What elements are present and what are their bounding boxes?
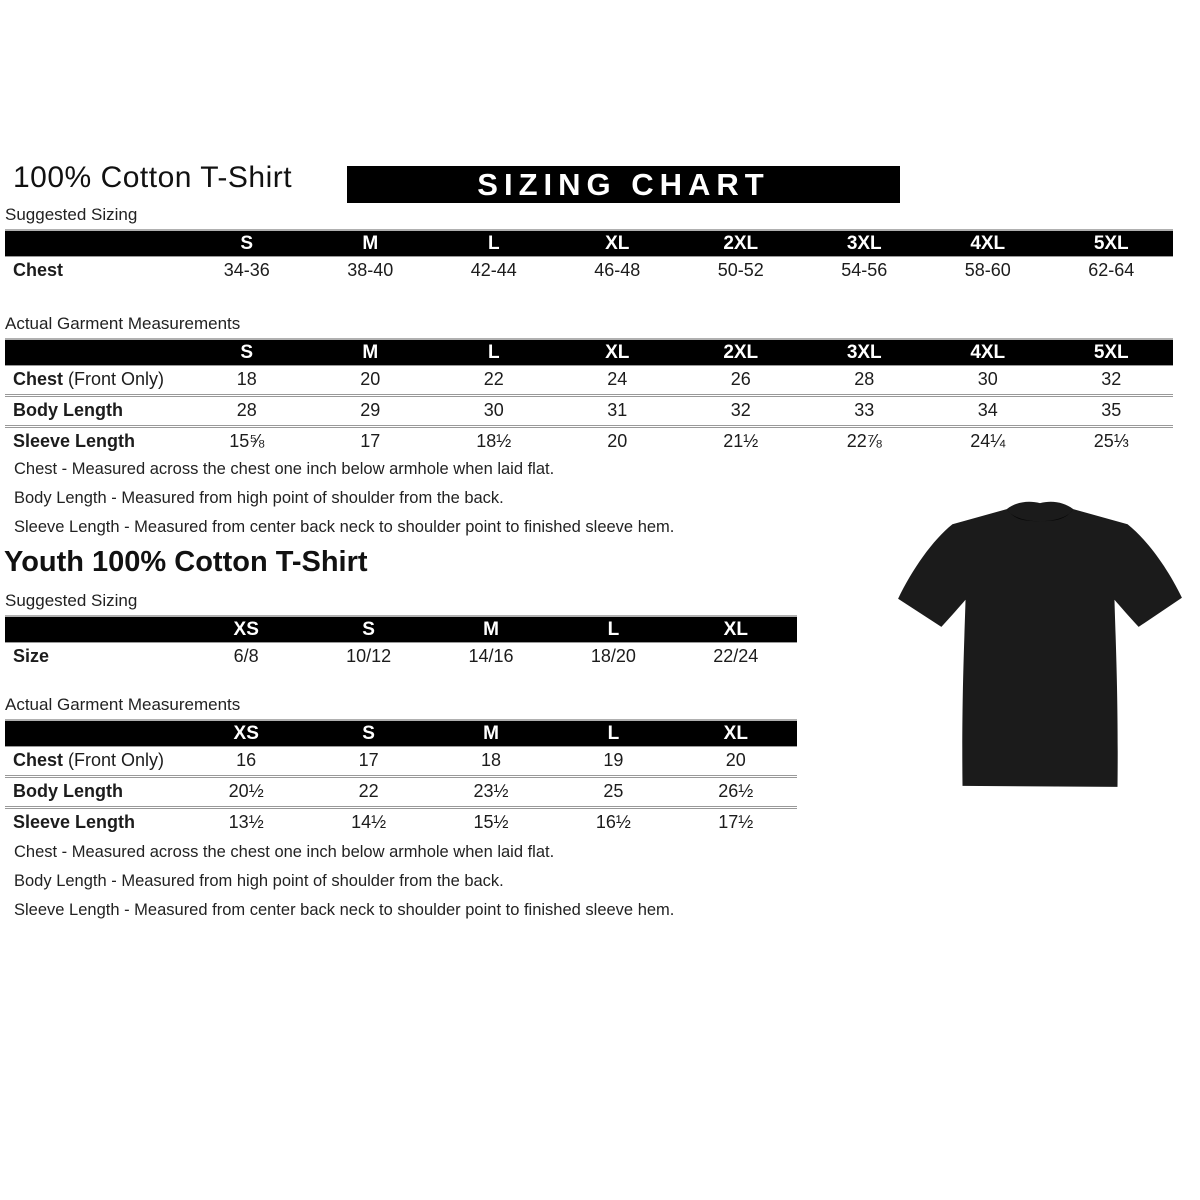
measurement-cell: 17 (358, 750, 379, 770)
youth-actual-label: Actual Garment Measurements (5, 695, 241, 714)
measurement-cell: 20 (725, 750, 746, 770)
size-column-header: S (307, 616, 429, 643)
table-header-row (5, 616, 797, 643)
measurement-cell: 20 (607, 431, 628, 451)
page-title: 100% Cotton T-Shirt (13, 161, 293, 194)
measurement-cell: 13½ (228, 812, 264, 832)
size-column-header: L (552, 720, 674, 747)
youth-actual-section (5, 695, 797, 837)
measurement-cell: 23½ (473, 781, 509, 801)
measurement-cell: 58-60 (964, 260, 1011, 280)
table-corner-cell (5, 339, 185, 366)
size-column-header: M (430, 616, 552, 643)
measurement-cell: 20½ (228, 781, 264, 801)
table-corner-cell (5, 230, 185, 257)
measurement-cell: 22 (358, 781, 379, 801)
measurement-cell: 6/8 (233, 646, 259, 666)
measurement-cell: 15⅝ (229, 431, 265, 451)
measurement-cell: 10/12 (346, 646, 392, 666)
measurement-cell: 24 (607, 369, 628, 389)
measurement-cell: 18/20 (590, 646, 636, 666)
row-label: Sleeve Length (13, 431, 136, 451)
measurement-cell: 26 (730, 369, 751, 389)
measurement-cell: 54-56 (841, 260, 888, 280)
table-corner-cell (5, 720, 185, 747)
measurement-cell: 15½ (473, 812, 509, 832)
measurement-cell: 26½ (718, 781, 754, 801)
measurement-cell: 30 (977, 369, 998, 389)
size-column-header: M (309, 230, 433, 257)
measurement-cell: 21½ (723, 431, 759, 451)
measurement-cell: 46-48 (594, 260, 641, 280)
measurement-cell: 62-64 (1088, 260, 1135, 280)
measurement-cell: 16 (236, 750, 257, 770)
youth-measurement-notes (14, 843, 834, 930)
adult-suggested-section (5, 205, 1173, 285)
measurement-cell: 29 (360, 400, 381, 420)
measurement-cell: 34 (977, 400, 998, 420)
youth-suggested-table (5, 615, 797, 671)
table-header-row (5, 339, 1173, 366)
table-row (5, 777, 797, 808)
note-chest: Chest - Measured across the chest one inch below armhole when laid flat. (14, 843, 555, 861)
youth-suggested-section (5, 591, 797, 671)
size-column-header: XL (675, 616, 797, 643)
measurement-cell: 33 (854, 400, 875, 420)
youth-actual-table (5, 719, 797, 837)
sizing-chart-banner (347, 166, 900, 203)
adult-actual-label: Actual Garment Measurements (5, 314, 241, 333)
adult-actual-section (5, 314, 1173, 456)
measurement-cell: 32 (1101, 369, 1122, 389)
measurement-cell: 22 (483, 369, 504, 389)
sizing-chart-banner-text: SIZING CHART (477, 166, 770, 202)
measurement-cell: 17½ (718, 812, 754, 832)
measurement-cell: 25⅓ (1093, 431, 1129, 451)
measurement-cell: 35 (1101, 400, 1122, 420)
size-column-header: S (307, 720, 429, 747)
measurement-cell: 17 (360, 431, 381, 451)
size-column-header: S (185, 230, 309, 257)
measurement-cell: 22⅞ (846, 431, 882, 451)
adult-actual-table (5, 338, 1173, 456)
row-label: Body Length (13, 400, 123, 420)
tshirt-image (885, 487, 1195, 799)
youth-section-title: Youth 100% Cotton T-Shirt (4, 546, 368, 578)
measurement-cell: 34-36 (223, 260, 270, 280)
measurement-cell: 18½ (476, 431, 512, 451)
note-body-length: Body Length - Measured from high point of shoulder from the back. (14, 489, 504, 507)
row-label: Size (13, 646, 50, 666)
table-row (5, 366, 1173, 396)
measurement-cell: 28 (236, 400, 257, 420)
note-sleeve-length: Sleeve Length - Measured from center back neck to shoulder point to finished sleeve hem. (14, 518, 675, 536)
table-header-row (5, 230, 1173, 257)
measurement-cell: 18 (236, 369, 257, 389)
measurement-cell: 19 (603, 750, 624, 770)
measurement-cell: 14/16 (468, 646, 514, 666)
measurement-cell: 24¼ (970, 431, 1006, 451)
table-row (5, 396, 1173, 427)
size-column-header: L (432, 230, 556, 257)
size-column-header: XL (675, 720, 797, 747)
size-column-header: L (552, 616, 674, 643)
measurement-cell: 16½ (595, 812, 631, 832)
table-row (5, 643, 797, 672)
measurement-cell: 31 (607, 400, 628, 420)
measurement-cell: 30 (483, 400, 504, 420)
table-header-row (5, 720, 797, 747)
adult-suggested-label: Suggested Sizing (5, 205, 138, 224)
size-column-header: 5XL (1050, 230, 1174, 257)
row-label: Sleeve Length (13, 812, 136, 832)
size-column-header: 3XL (803, 339, 927, 366)
row-label: Chest (Front Only) (13, 750, 165, 770)
measurement-cell: 20 (360, 369, 381, 389)
size-column-header: XL (556, 230, 680, 257)
measurement-cell: 25 (603, 781, 624, 801)
row-label: Body Length (13, 781, 123, 801)
adult-suggested-table (5, 229, 1173, 285)
row-label: Chest (13, 260, 64, 280)
size-column-header: XS (185, 616, 307, 643)
measurement-cell: 18 (480, 750, 501, 770)
size-column-header: 4XL (926, 339, 1050, 366)
row-label: Chest (Front Only) (13, 369, 165, 389)
note-chest: Chest - Measured across the chest one inch below armhole when laid flat. (14, 460, 555, 478)
tshirt-body (898, 502, 1182, 787)
measurement-cell: 42-44 (470, 260, 517, 280)
size-column-header: 3XL (803, 230, 927, 257)
measurement-cell: 32 (730, 400, 751, 420)
note-body-length: Body Length - Measured from high point of shoulder from the back. (14, 872, 504, 890)
note-sleeve-length: Sleeve Length - Measured from center back neck to shoulder point to finished sleeve hem. (14, 901, 675, 919)
tshirt-photo (885, 487, 1195, 799)
youth-suggested-label: Suggested Sizing (5, 591, 138, 610)
measurement-cell: 22/24 (713, 646, 759, 666)
size-column-header: XL (556, 339, 680, 366)
size-column-header: 2XL (679, 339, 803, 366)
size-column-header: M (309, 339, 433, 366)
size-column-header: XS (185, 720, 307, 747)
measurement-cell: 50-52 (717, 260, 764, 280)
table-row (5, 427, 1173, 457)
table-corner-cell (5, 616, 185, 643)
size-column-header: L (432, 339, 556, 366)
measurement-cell: 14½ (351, 812, 387, 832)
size-column-header: 5XL (1050, 339, 1174, 366)
table-row (5, 257, 1173, 286)
table-row (5, 747, 797, 777)
size-column-header: M (430, 720, 552, 747)
table-row (5, 808, 797, 838)
adult-measurement-notes (14, 460, 834, 547)
size-column-header: S (185, 339, 309, 366)
size-column-header: 4XL (926, 230, 1050, 257)
measurement-cell: 28 (854, 369, 875, 389)
size-column-header: 2XL (679, 230, 803, 257)
measurement-cell: 38-40 (347, 260, 394, 280)
